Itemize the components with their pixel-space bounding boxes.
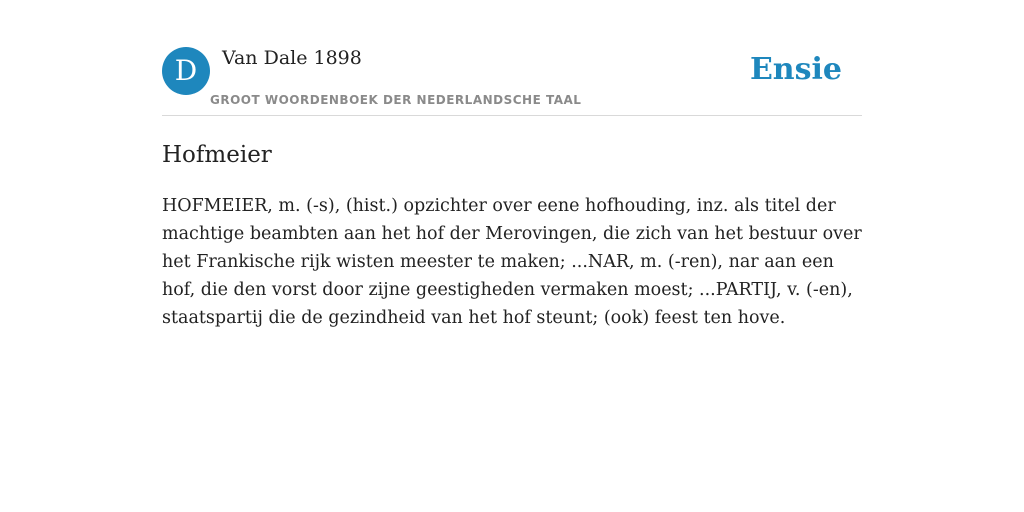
dictionary-logo-icon[interactable]: D <box>162 47 210 95</box>
dictionary-name[interactable]: Van Dale 1898 <box>222 47 362 69</box>
entry-definition: HOFMEIER, m. (-s), (hist.) opzichter over eene hofhouding, inz. als titel der machtige beambten aan het hof der Merovingen, die zich van het bestuur over het Frankische rijk wisten meester te maken; ...NAR, m. (-ren), nar aan een hof, die den vorst door zijne geestigheden vermaken moest; ...PARTIJ, v. (-en), staatspartij die de gezindheid van het hof steunt; (ook) feest ten hove. <box>162 196 862 328</box>
dictionary-subtitle: GROOT WOORDENBOEK DER NEDERLANDSCHE TAAL <box>210 93 582 107</box>
dictionary-header <box>162 46 862 116</box>
entry-headword: Hofmeier <box>162 142 272 168</box>
ensie-logo-link[interactable]: Ensie <box>749 52 842 87</box>
